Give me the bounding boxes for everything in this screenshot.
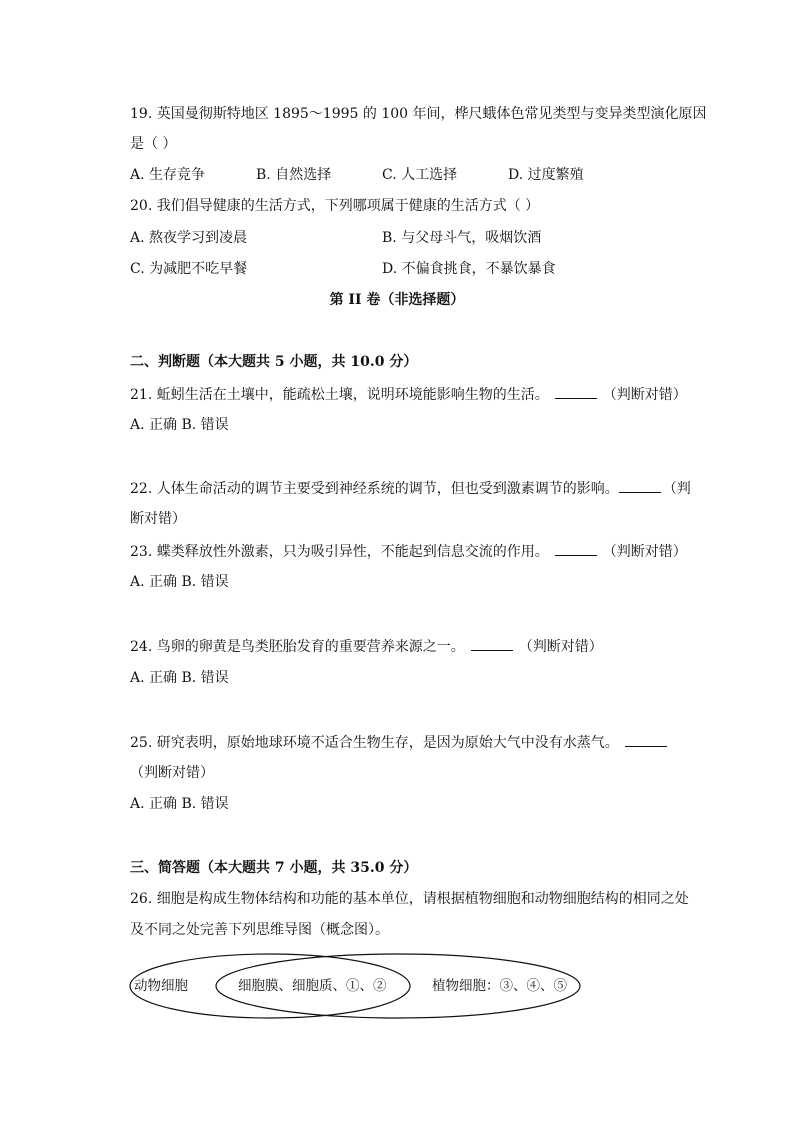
q24-text: 24. 鸟卵的卵黄是鸟类胚胎发育的重要营养来源之一。 bbox=[130, 639, 465, 655]
q21-text: 21. 蚯蚓生活在土壤中，能疏松土壤，说明环境能影响生物的生活。 bbox=[130, 387, 549, 403]
q19-stem-line1: 19. 英国曼彻斯特地区 1895～1995 的 100 年间，桦尺蛾体色常见类型与变异类型演化原因 bbox=[130, 106, 707, 122]
q19-stem-line2: 是（ ） bbox=[130, 136, 177, 152]
q22-suffix: （判 bbox=[662, 481, 691, 497]
q19-option-d: D. 过度繁殖 bbox=[508, 167, 584, 183]
cell-concept-diagram bbox=[128, 950, 588, 1022]
q24-stem bbox=[130, 636, 603, 657]
section2-heading: 二、判断题（本大题共 5 小题，共 10.0 分） bbox=[130, 354, 418, 370]
q19-option-b: B. 自然选择 bbox=[256, 167, 332, 183]
q22-stem-line1 bbox=[130, 478, 691, 499]
q25-options: A. 正确 B. 错误 bbox=[130, 796, 229, 812]
q22-answer-blank[interactable] bbox=[619, 478, 661, 493]
animal-cell-label: 动物细胞 bbox=[134, 978, 188, 994]
q20-option-b: B. 与父母斗气，吸烟饮酒 bbox=[382, 230, 542, 246]
q26-stem-line1: 26. 细胞是构成生物体结构和功能的基本单位，请根据植物细胞和动物细胞结构的相同之处 bbox=[130, 891, 689, 907]
q24-answer-blank[interactable] bbox=[471, 636, 513, 651]
q21-options: A. 正确 B. 错误 bbox=[130, 417, 229, 433]
q21-answer-blank[interactable] bbox=[555, 384, 597, 399]
q22-stem-line2: 断对错） bbox=[130, 511, 186, 527]
q19-option-c: C. 人工选择 bbox=[382, 167, 458, 183]
q21-stem bbox=[130, 384, 687, 405]
plant-cell-label: 植物细胞：③、④、⑤ bbox=[432, 978, 567, 994]
q25-answer-blank[interactable] bbox=[625, 732, 667, 747]
q24-suffix: （判断对错） bbox=[518, 639, 603, 655]
q25-stem-line1 bbox=[130, 732, 673, 753]
shared-structures-label: 细胞膜、细胞质、①、② bbox=[238, 978, 387, 994]
q20-option-a: A. 熬夜学习到凌晨 bbox=[130, 230, 248, 246]
part2-title: 第 II 卷（非选择题） bbox=[329, 292, 465, 308]
q25-text: 25. 研究表明，原始地球环境不适合生物生存，是因为原始大气中没有水蒸气。 bbox=[130, 735, 619, 751]
q25-stem-line2: （判断对错） bbox=[130, 765, 214, 781]
section3-heading: 三、简答题（本大题共 7 小题，共 35.0 分） bbox=[130, 860, 418, 876]
q19-option-a: A. 生存竞争 bbox=[130, 167, 206, 183]
q20-option-d: D. 不偏食挑食，不暴饮暴食 bbox=[382, 261, 556, 277]
q23-options: A. 正确 B. 错误 bbox=[130, 574, 229, 590]
q23-text: 23. 蝶类释放性外激素，只为吸引异性，不能起到信息交流的作用。 bbox=[130, 544, 549, 560]
q26-stem-line2: 及不同之处完善下列思维导图（概念图）。 bbox=[130, 922, 389, 938]
q21-suffix: （判断对错） bbox=[602, 387, 687, 403]
q23-answer-blank[interactable] bbox=[555, 541, 597, 556]
q24-options: A. 正确 B. 错误 bbox=[130, 670, 229, 686]
q20-stem: 20. 我们倡导健康的生活方式，下列哪项属于健康的生活方式（ ） bbox=[130, 198, 540, 214]
q23-stem bbox=[130, 541, 687, 562]
q20-option-c: C. 为减肥不吃早餐 bbox=[130, 261, 248, 277]
q22-text: 22. 人体生命活动的调节主要受到神经系统的调节，但也受到激素调节的影响。 bbox=[130, 481, 619, 497]
q23-suffix: （判断对错） bbox=[602, 544, 687, 560]
